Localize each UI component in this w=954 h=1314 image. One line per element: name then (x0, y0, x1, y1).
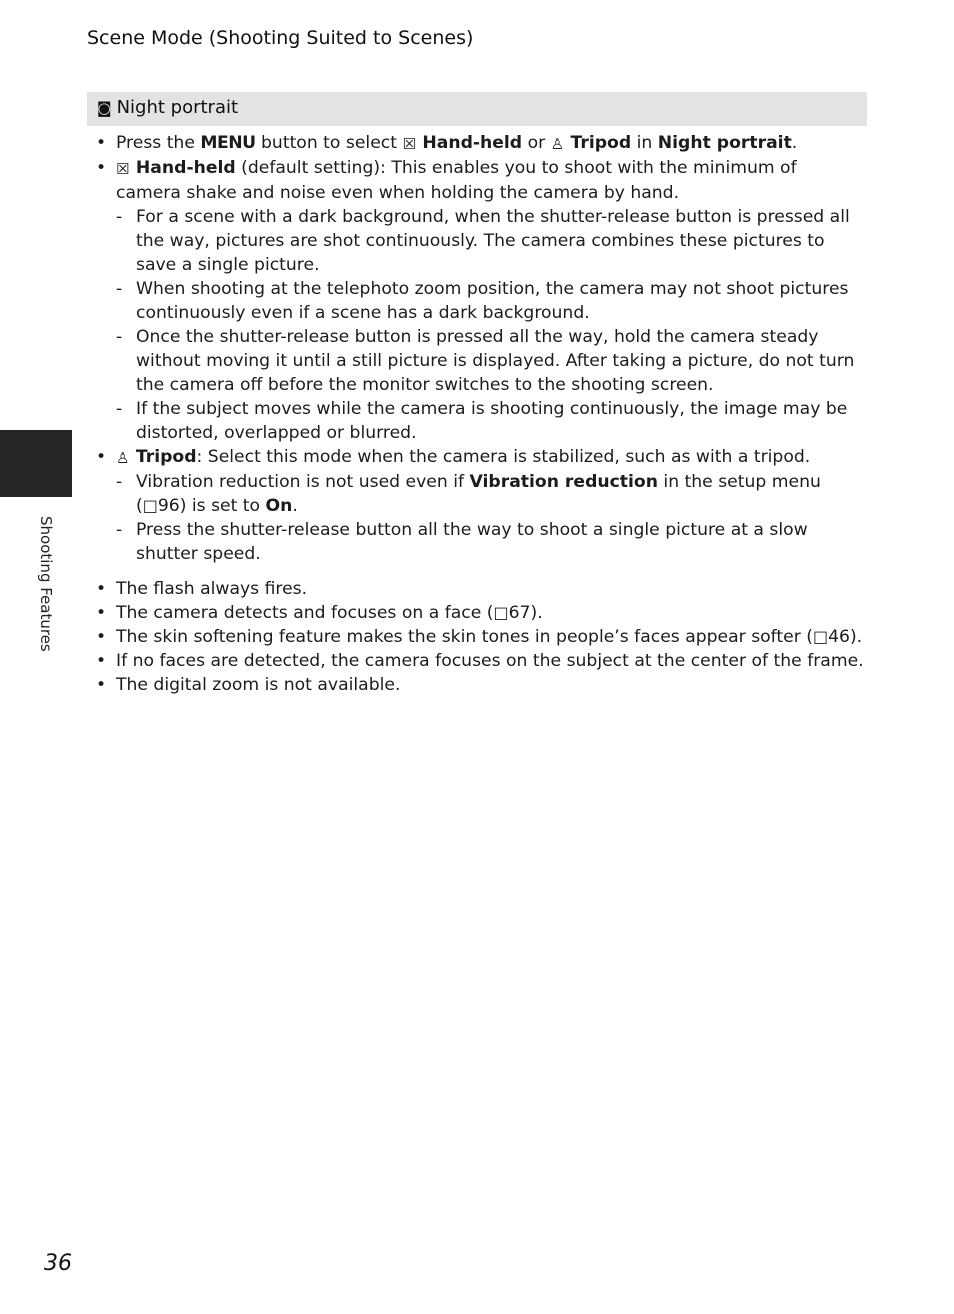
dash-item: - When shooting at the telephoto zoom position, the camera may not shoot pictures continuously even if a scene has a dark background. (96, 277, 866, 325)
handheld-icon: ☒ (116, 160, 130, 178)
tripod-icon: ♙ (550, 135, 565, 153)
handheld-label: Hand-held (135, 158, 236, 178)
chapter-tab (0, 430, 72, 497)
spacer (96, 566, 866, 577)
page-ref-icon: □ (493, 603, 509, 622)
bullet-item: • The digital zoom is not available. (96, 673, 866, 697)
dash-item: - Once the shutter-release button is pressed all the way, hold the camera steady without moving it until a still picture is displayed. After taking a picture, do not turn the camera off before the monitor switches to the shooting screen. (96, 325, 866, 397)
night-portrait-icon: ◙ (97, 98, 112, 117)
section-title (97, 97, 238, 118)
tripod-option: Tripod (570, 133, 632, 153)
page-ref-icon: □ (142, 496, 158, 515)
page-ref-number: 96 (157, 496, 180, 516)
dash-item: - For a scene with a dark background, when the shutter-release button is pressed all the way, pictures are shot continuously. The camera combines these pictures to save a single picture. (96, 205, 866, 277)
handheld-icon: ☒ (402, 135, 416, 153)
page-number: 36 (44, 1251, 72, 1276)
night-portrait-option: Night portrait (657, 133, 792, 153)
bullet-item: • ♙ Tripod: Select this mode when the camera is stabilized, such as with a tripod. (96, 445, 866, 470)
dash-item: - Vibration reduction is not used even if Vibration reduction in the setup menu (□96) is set to On. (96, 470, 866, 518)
bullet-item: • Press the MENU button to select ☒ Hand-held or ♙ Tripod in Night portrait. (96, 131, 866, 156)
section-header (87, 92, 867, 126)
chapter-label: Shooting Features (37, 516, 55, 652)
vibration-reduction-option: Vibration reduction (469, 472, 658, 492)
page-ref-number: 46 (828, 627, 850, 647)
menu-button-glyph: MENU (200, 133, 256, 153)
bullet-item: • The flash always fires. (96, 577, 866, 601)
dash-item: - Press the shutter-release button all the way to shoot a single picture at a slow shutter speed. (96, 518, 866, 566)
page-ref-icon: □ (812, 627, 829, 646)
dash-item: - If the subject moves while the camera is shooting continuously, the image may be distorted, overlapped or blurred. (96, 397, 866, 445)
tripod-icon: ♙ (116, 449, 130, 467)
bullet-item: • The camera detects and focuses on a face (□67). (96, 601, 866, 625)
on-option: On (265, 496, 293, 516)
bullet-item: • If no faces are detected, the camera focuses on the subject at the center of the frame. (96, 649, 866, 673)
section-title-text: Night portrait (116, 97, 239, 118)
content-body (96, 131, 866, 697)
running-head: Scene Mode (Shooting Suited to Scenes) (87, 27, 474, 49)
page-ref-number: 67 (508, 603, 531, 623)
bullet-item: • ☒ Hand-held (default setting): This enables you to shoot with the minimum of camera shake and noise even when holding the camera by hand. (96, 156, 866, 205)
handheld-option: Hand-held (422, 133, 523, 153)
tripod-label: Tripod (135, 447, 197, 467)
bullet-item: • The skin softening feature makes the skin tones in people’s faces appear softer (□46). (96, 625, 866, 649)
